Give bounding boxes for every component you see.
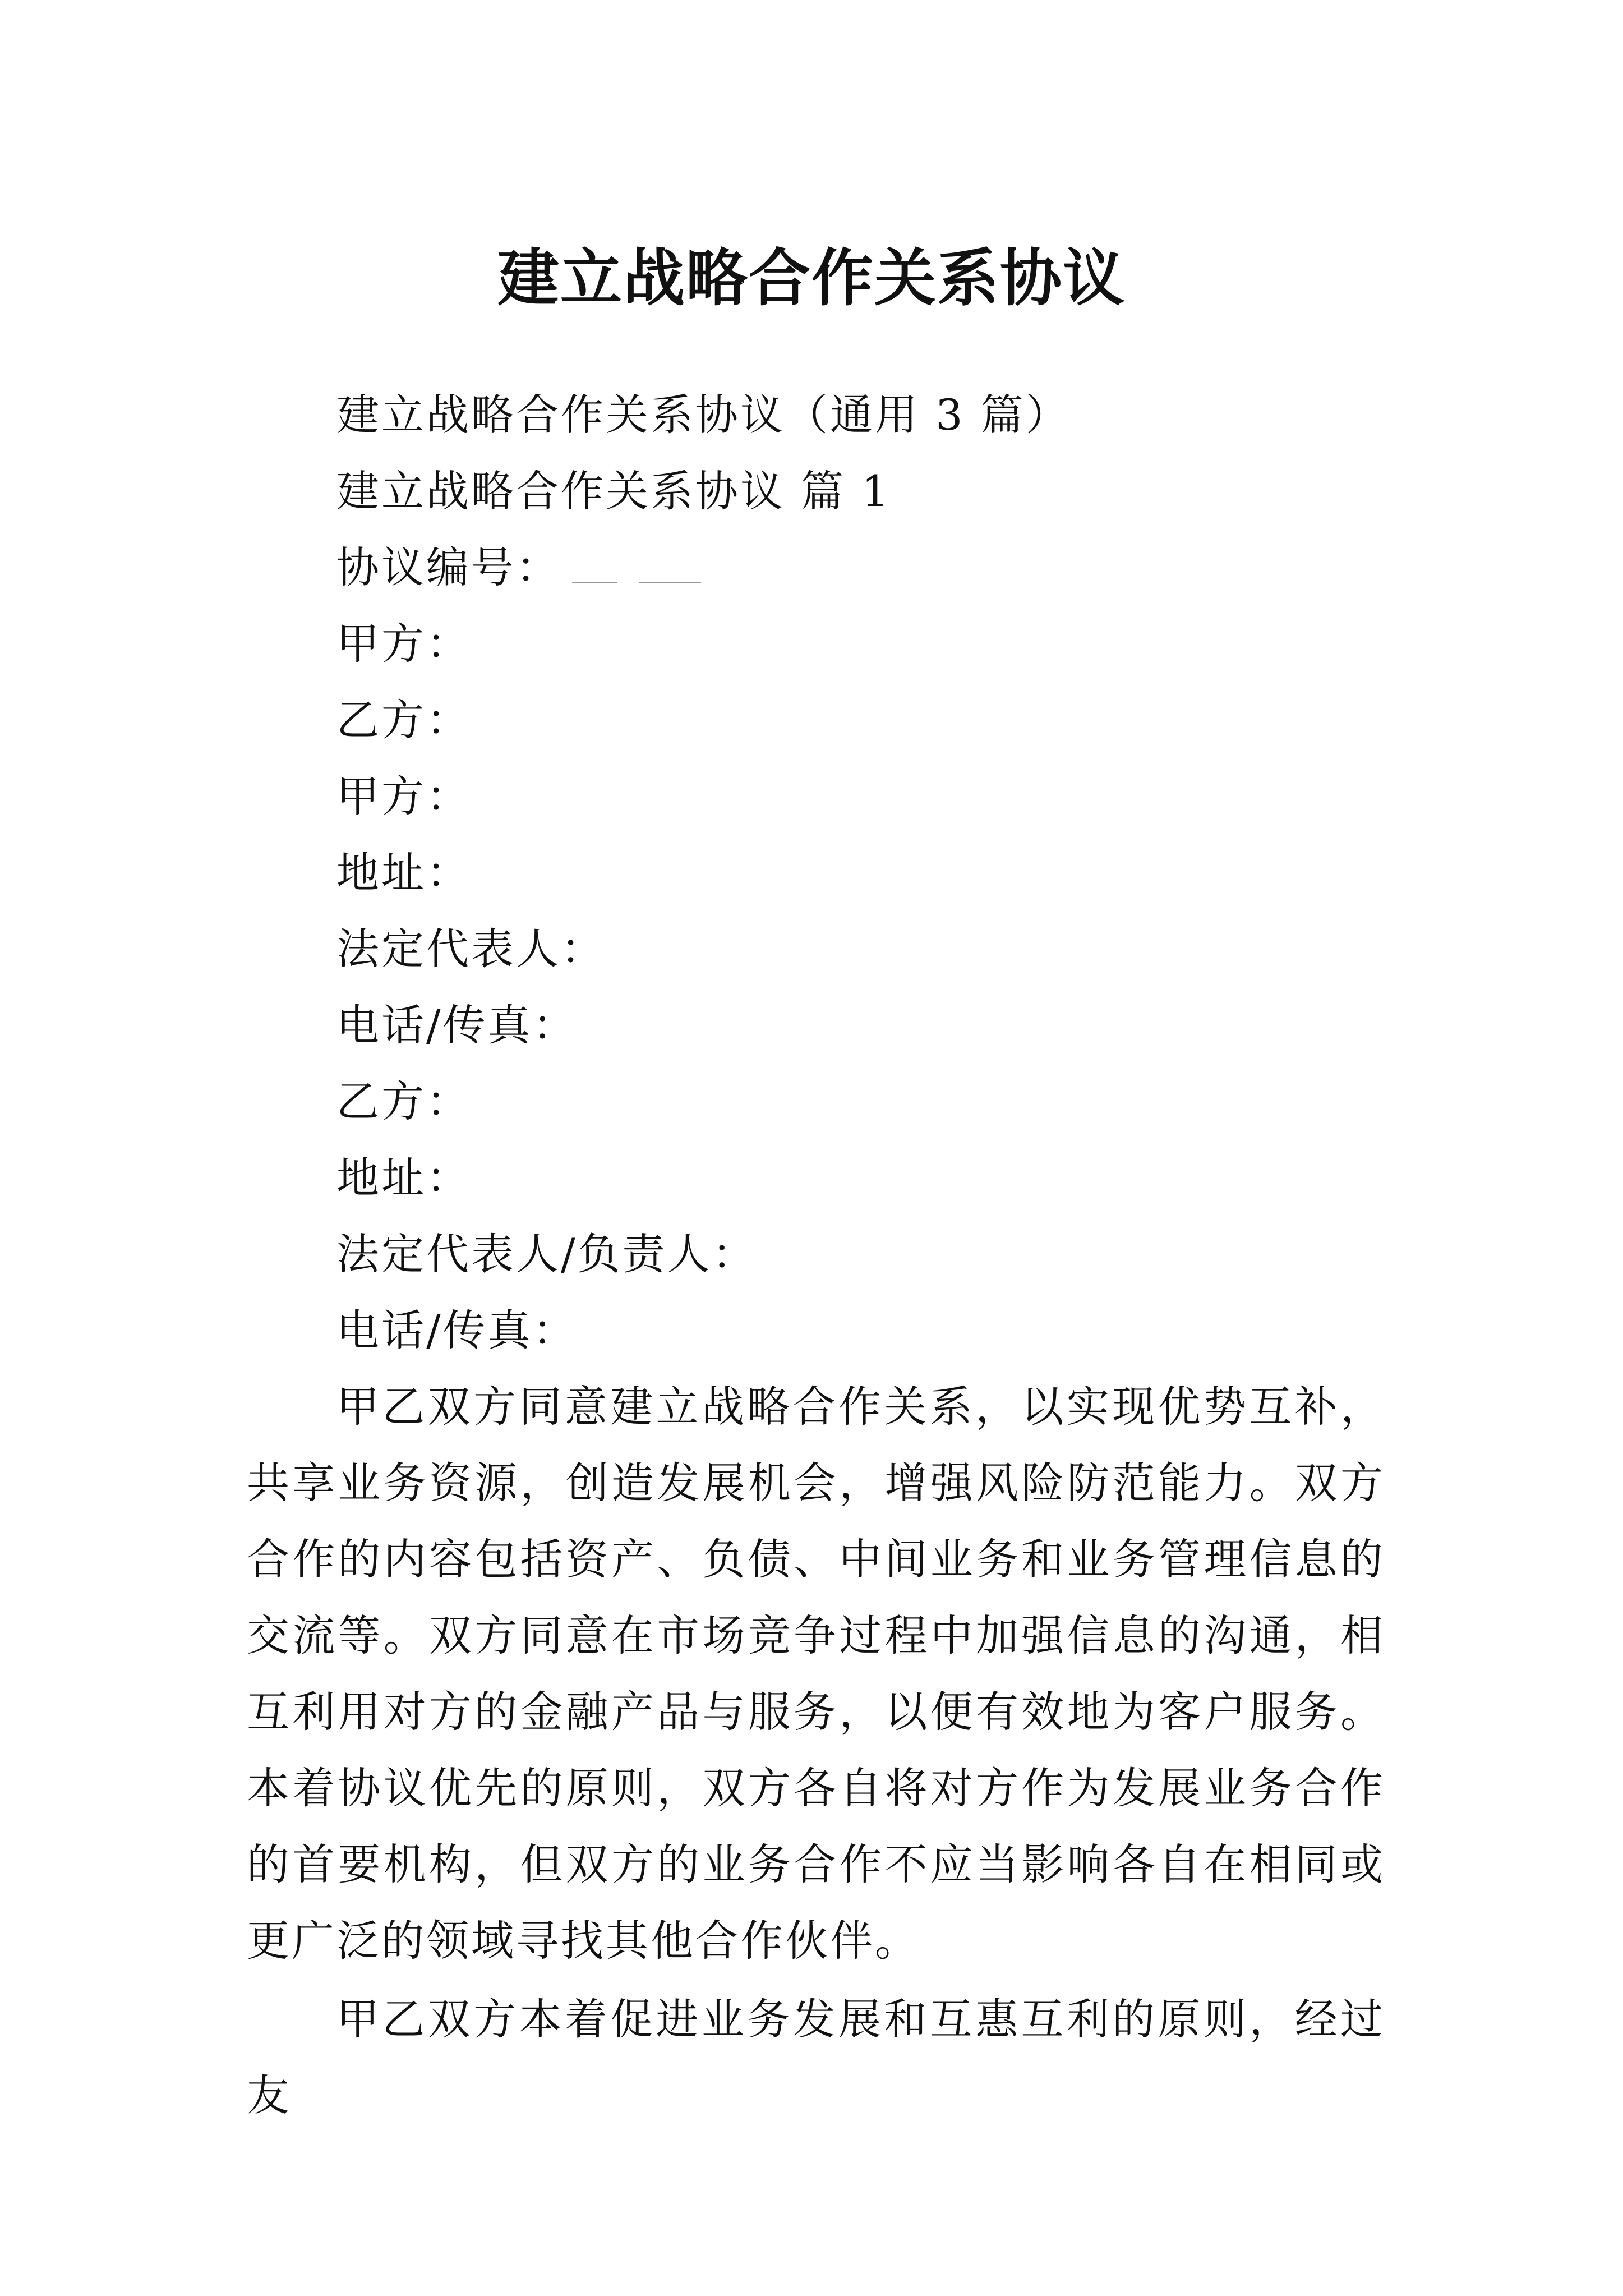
header-and-fields — [336, 377, 1458, 1369]
document-title: 建立战略合作关系协议 — [497, 241, 1126, 314]
party-a-legal-rep-label: 法定代表人： — [336, 924, 606, 974]
party-a-short-label: 甲方： — [336, 619, 471, 669]
agreement-number-label: 协议编号： — [336, 542, 561, 592]
agreement-number-line — [336, 530, 1458, 606]
agreement-number-blank-2 — [639, 582, 701, 583]
party-a-phone-fax-label: 电话/传真： — [336, 1000, 578, 1050]
party-b-label: 乙方： — [336, 1076, 471, 1126]
party-b-legal-rep-label: 法定代表人/负责人： — [336, 1229, 757, 1279]
party-a-address-label: 地址： — [336, 848, 471, 898]
agreement-number-blank-1 — [572, 582, 617, 583]
body-paragraph: 甲乙双方本着促进业务发展和互惠互利的原则，经过友 — [247, 1994, 1385, 2120]
part-heading: 建立战略合作关系协议 篇 1 — [336, 466, 891, 516]
party-b-address-label: 地址： — [336, 1153, 471, 1203]
party-a-label: 甲方： — [336, 771, 471, 821]
party-b-short-label: 乙方： — [336, 695, 471, 745]
party-b-phone-fax-label: 电话/传真： — [336, 1305, 578, 1355]
collection-heading: 建立战略合作关系协议（通用 3 篇） — [336, 390, 1071, 440]
body-paragraph: 甲乙双方同意建立战略合作关系，以实现优势互补，共享业务资源，创造发展机会，增强风险防范能力。双方合作的内容包括资产、负债、中间业务和业务管理信息的交流等。双方同意在市场竞争过程中加强信息的沟通，相互利用对方的金融产品与服务，以便有效地为客户服务。本着协议优先的原则，双方各自将对方作为发展业务合作的首要机构，但双方的业务合作不应当影响各自在相同或更广泛的领域寻找其他合作伙伴。 — [247, 1382, 1385, 1966]
